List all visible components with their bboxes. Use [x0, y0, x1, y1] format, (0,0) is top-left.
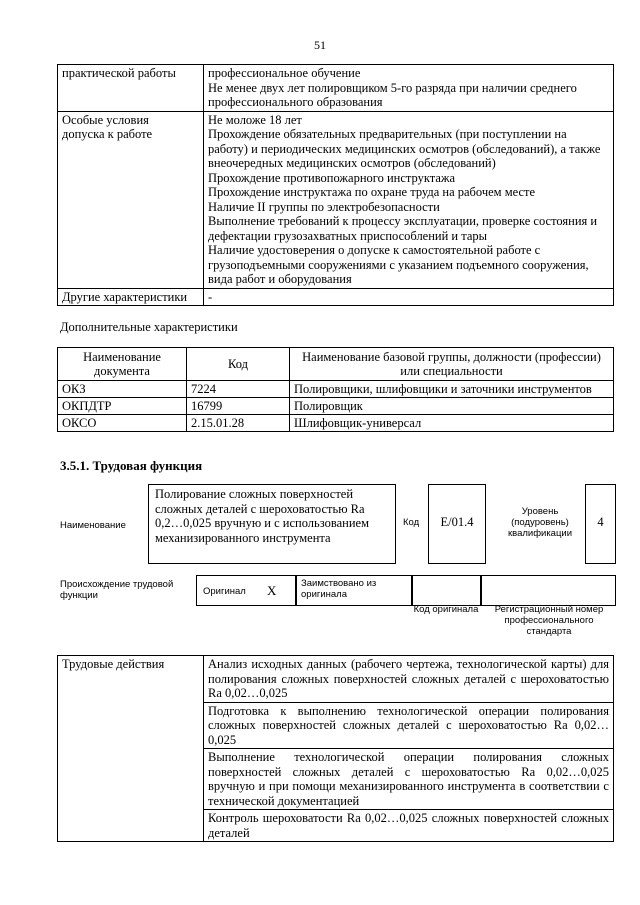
level-label: Уровень (подуровень) квалификации	[507, 506, 573, 539]
content-line: Наличие II группы по электробезопасности	[208, 199, 440, 214]
header-code: Код	[187, 348, 290, 381]
content-line: Не моложе 18 лет	[208, 112, 302, 127]
content-line: Не менее двух лет полировщиком 5-го разряда при наличии среднего	[208, 80, 577, 95]
label-line: Другие характеристики	[62, 289, 188, 304]
table-row	[58, 398, 614, 415]
action-item: Анализ исходных данных (рабочего чертежа, технологической карты) для полирования сложных поверхностей сложных деталей с шероховатостью Ra 0,02…0,025	[204, 656, 614, 703]
code-box	[428, 484, 486, 564]
table-row	[58, 65, 614, 112]
header-doc-name: Наименование документа	[58, 348, 187, 381]
row-content	[204, 111, 614, 288]
actions-label: Трудовые действия	[58, 656, 204, 842]
label-line: Особые условия	[62, 112, 149, 127]
row-label	[58, 65, 204, 112]
content-line: Выполнение требований к процессу эксплуатации, проверке состояния и	[208, 214, 598, 228]
action-item: Подготовка к выполнению технологической операции полирования сложных поверхностей сложных деталей с шероховатостью Ra 0,02…0,025	[204, 702, 614, 749]
cell-name: Полировщик	[290, 398, 614, 415]
row-content	[204, 65, 614, 112]
header-group-name: Наименование базовой группы, должности (профессии) или специальности	[290, 348, 614, 381]
table-row	[58, 111, 614, 288]
content-line: профессионального образования	[208, 95, 383, 109]
origin-label: Происхождение трудовой функции	[60, 579, 174, 601]
labor-function-heading: 3.5.1. Трудовая функция	[60, 458, 203, 473]
content-line: работу) и периодических медицинских осмотров (обследований), а также	[208, 141, 601, 156]
additional-table	[57, 347, 614, 432]
table-row	[58, 415, 614, 432]
table-row	[58, 288, 614, 306]
additional-caption: Дополнительные характеристики	[60, 320, 238, 334]
reg-number-box	[480, 575, 616, 606]
content-line: дефектации грузозахватных приспособлений и тары	[208, 228, 488, 243]
content-line: Прохождение обязательных предварительных (при поступлении на	[208, 127, 567, 141]
cell-name: Шлифовщик-универсал	[290, 415, 614, 432]
content-line: грузоподъемными сооружениями с указанием подъемного сооружения,	[208, 257, 589, 272]
row-label	[58, 288, 204, 306]
label-line: практической работы	[62, 66, 176, 80]
action-item: Выполнение технологической операции полирования сложных поверхностей сложных деталей с шероховатостью Ra 0,02…0,025 вручную и при помощи механизированного инструмента в соответствии с технической документацией	[204, 749, 614, 810]
action-item: Контроль шероховатости Ra 0,02…0,025 сложных поверхностей сложных деталей	[204, 810, 614, 842]
label-line: допуска к работе	[62, 127, 153, 141]
content-line: внеочередных медицинских осмотров (обследований)	[208, 156, 496, 170]
original-mark: X	[267, 583, 277, 598]
content-line: профессиональное обучение	[208, 66, 361, 80]
level-box	[585, 484, 616, 564]
code-value: E/01.4	[440, 515, 474, 529]
cell-doc: ОКСО	[58, 415, 187, 432]
cell-name: Полировщики, шлифовщики и заточники инструментов	[290, 381, 614, 398]
content-line: вида работ и оборудования	[208, 272, 352, 286]
table-row	[58, 656, 614, 703]
borrowed-box	[295, 575, 413, 606]
level-value: 4	[597, 515, 604, 529]
content-line: Наличие удостоверения о допуске к самостоятельной работе с	[208, 243, 541, 257]
labor-actions-table	[57, 655, 614, 842]
requirements-table	[57, 64, 614, 306]
content-line: -	[208, 289, 213, 304]
function-name-box	[148, 484, 396, 564]
page-number: 51	[314, 38, 326, 52]
function-name-value: Полирование сложных поверхностей сложных деталей с шероховатостью Ra 0,2…0,025 вручную и с использованием механизированного инструмента	[155, 487, 369, 545]
cell-code: 7224	[187, 381, 290, 398]
reg-number-caption: Регистрационный номер профессионального стандарта	[494, 604, 604, 637]
original-label: Оригинал	[203, 586, 246, 597]
orig-code-box	[411, 575, 482, 606]
cell-doc: ОКЗ	[58, 381, 187, 398]
content-line: Прохождение противопожарного инструктажа	[208, 170, 456, 185]
original-box	[196, 575, 297, 606]
table-header-row	[58, 348, 614, 381]
row-content	[204, 288, 614, 306]
name-label: Наименование	[60, 520, 126, 531]
borrowed-label: Заимствовано из оригинала	[301, 578, 377, 600]
row-label	[58, 111, 204, 288]
table-row	[58, 381, 614, 398]
cell-doc: ОКПДТР	[58, 398, 187, 415]
code-label: Код	[403, 517, 420, 528]
cell-code: 16799	[187, 398, 290, 415]
cell-code: 2.15.01.28	[187, 415, 290, 432]
orig-code-caption: Код оригинала	[413, 604, 479, 615]
content-line: Прохождение инструктажа по охране труда на рабочем месте	[208, 185, 536, 199]
